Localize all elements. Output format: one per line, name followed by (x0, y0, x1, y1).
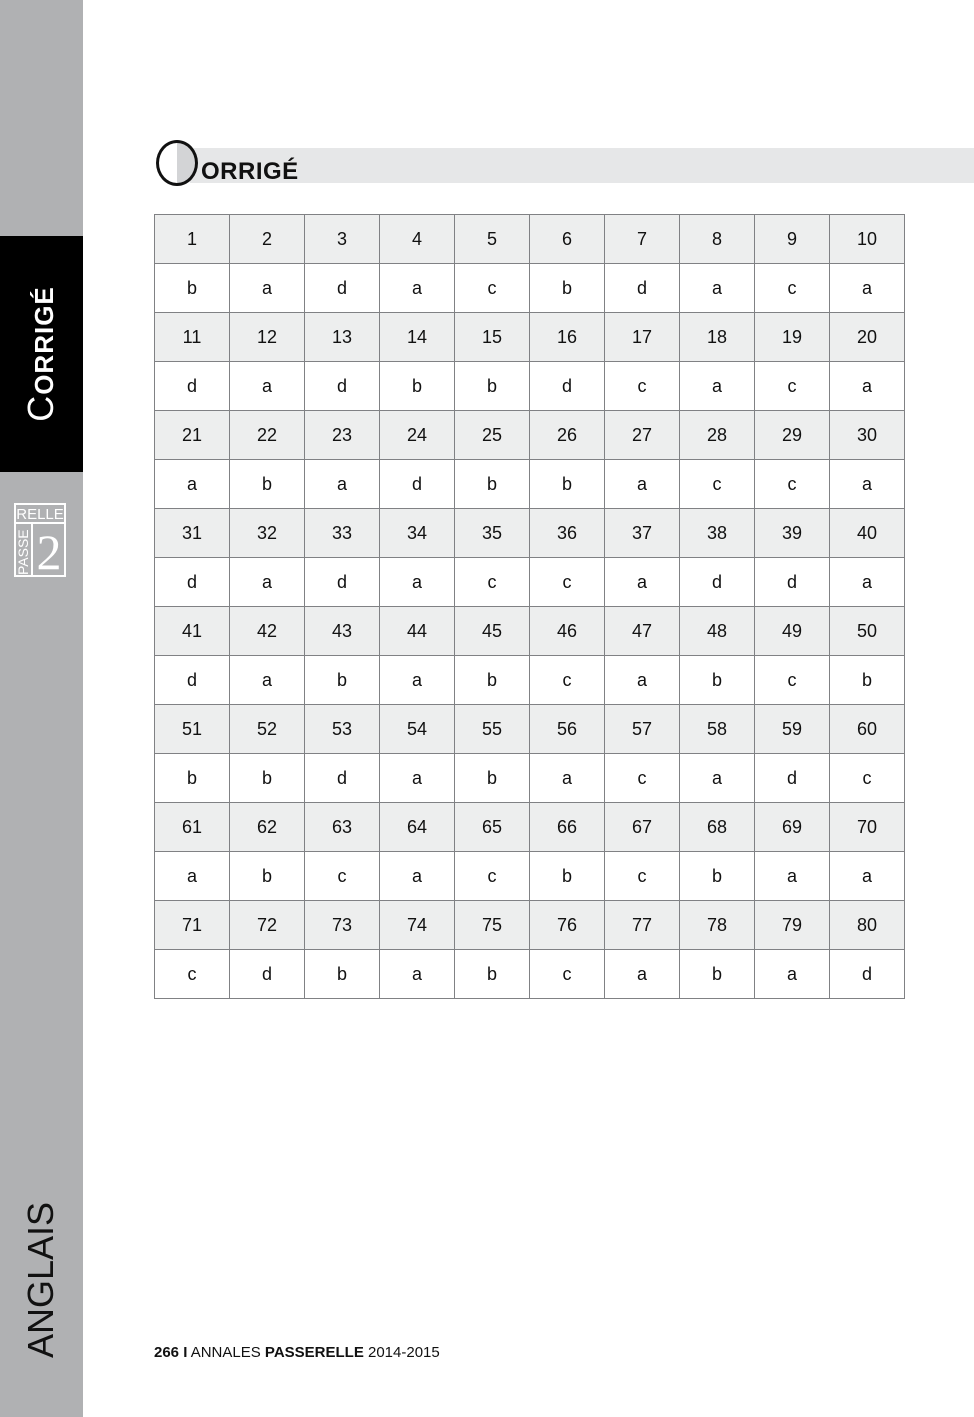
question-number-row (155, 803, 905, 852)
question-number-cell: 26 (530, 411, 605, 460)
answer-cell: a (230, 558, 305, 607)
question-number-cell: 49 (755, 607, 830, 656)
question-number-cell: 72 (230, 901, 305, 950)
answer-cell: a (680, 264, 755, 313)
question-number-cell: 42 (230, 607, 305, 656)
question-number-cell: 63 (305, 803, 380, 852)
answer-cell: c (455, 852, 530, 901)
question-number-cell: 15 (455, 313, 530, 362)
answer-cell: c (455, 264, 530, 313)
question-number-cell: 55 (455, 705, 530, 754)
question-number-cell: 5 (455, 215, 530, 264)
answer-cell: b (380, 362, 455, 411)
answer-cell: b (530, 264, 605, 313)
question-number-cell: 36 (530, 509, 605, 558)
answer-cell: a (380, 754, 455, 803)
answer-row (155, 950, 905, 999)
question-number-row (155, 705, 905, 754)
question-number-cell: 76 (530, 901, 605, 950)
question-number-cell: 38 (680, 509, 755, 558)
question-number-cell: 25 (455, 411, 530, 460)
answer-cell: a (755, 852, 830, 901)
answer-cell: a (830, 852, 905, 901)
page-number: 266 (154, 1344, 180, 1361)
question-number-cell: 47 (605, 607, 680, 656)
answer-cell: a (605, 950, 680, 999)
answer-row (155, 754, 905, 803)
answer-row (155, 460, 905, 509)
question-number-cell: 18 (680, 313, 755, 362)
answer-cell: b (305, 656, 380, 705)
question-number-cell: 37 (605, 509, 680, 558)
answer-cell: a (230, 264, 305, 313)
answer-cell: d (680, 558, 755, 607)
answer-cell: c (455, 558, 530, 607)
question-number-cell: 65 (455, 803, 530, 852)
question-number-cell: 24 (380, 411, 455, 460)
answer-cell: d (830, 950, 905, 999)
question-number-cell: 75 (455, 901, 530, 950)
answer-cell: b (680, 852, 755, 901)
question-number-cell: 19 (755, 313, 830, 362)
answer-cell: b (455, 754, 530, 803)
answer-cell: a (605, 460, 680, 509)
footer-years: 2014-2015 (368, 1344, 440, 1361)
page-footer (154, 1344, 440, 1361)
question-number-cell: 64 (380, 803, 455, 852)
logo-side-text: PASSE (15, 529, 31, 575)
title-capital (156, 140, 198, 186)
footer-separator: I (183, 1344, 188, 1361)
question-number-cell: 57 (605, 705, 680, 754)
question-number-row (155, 411, 905, 460)
answer-cell: a (380, 656, 455, 705)
answer-cell: a (830, 558, 905, 607)
sidebar (0, 0, 83, 1417)
question-number-cell: 16 (530, 313, 605, 362)
answer-cell: c (605, 362, 680, 411)
question-number-cell: 2 (230, 215, 305, 264)
answer-cell: b (155, 754, 230, 803)
answer-cell: b (230, 460, 305, 509)
answer-cell: d (305, 362, 380, 411)
question-number-cell: 54 (380, 705, 455, 754)
answer-cell: d (530, 362, 605, 411)
logo-number: 2 (36, 524, 62, 577)
section-tab-label-cap: C (20, 394, 61, 422)
answer-cell: a (230, 656, 305, 705)
question-number-row (155, 313, 905, 362)
answer-cell: d (305, 754, 380, 803)
question-number-cell: 68 (680, 803, 755, 852)
question-number-cell: 11 (155, 313, 230, 362)
question-number-cell: 59 (755, 705, 830, 754)
question-number-cell: 22 (230, 411, 305, 460)
question-number-cell: 56 (530, 705, 605, 754)
answer-cell: a (605, 656, 680, 705)
answer-cell: a (530, 754, 605, 803)
question-number-cell: 50 (830, 607, 905, 656)
question-number-cell: 70 (830, 803, 905, 852)
question-number-cell: 10 (830, 215, 905, 264)
question-number-cell: 33 (305, 509, 380, 558)
answer-cell: c (605, 852, 680, 901)
answer-cell: b (455, 656, 530, 705)
page-title: ORRIGÉ (201, 158, 299, 185)
question-number-cell: 1 (155, 215, 230, 264)
answer-cell: a (380, 264, 455, 313)
answer-cell: b (530, 460, 605, 509)
answer-cell: c (755, 264, 830, 313)
question-number-row (155, 901, 905, 950)
answer-cell: c (530, 558, 605, 607)
answer-row (155, 656, 905, 705)
question-number-cell: 29 (755, 411, 830, 460)
answer-cell: b (455, 950, 530, 999)
answer-cell: a (230, 362, 305, 411)
question-number-row (155, 215, 905, 264)
question-number-cell: 77 (605, 901, 680, 950)
question-number-cell: 32 (230, 509, 305, 558)
question-number-cell: 40 (830, 509, 905, 558)
answer-cell: b (455, 362, 530, 411)
answer-cell: a (155, 460, 230, 509)
logo-top-text: RELLE (16, 506, 64, 523)
question-number-cell: 9 (755, 215, 830, 264)
question-number-cell: 62 (230, 803, 305, 852)
answer-cell: d (305, 558, 380, 607)
question-number-cell: 69 (755, 803, 830, 852)
question-number-cell: 8 (680, 215, 755, 264)
answer-row (155, 852, 905, 901)
answer-key-table (154, 214, 905, 999)
question-number-cell: 30 (830, 411, 905, 460)
subject-label: ANGLAIS (20, 1201, 61, 1359)
question-number-cell: 39 (755, 509, 830, 558)
question-number-cell: 71 (155, 901, 230, 950)
question-number-cell: 51 (155, 705, 230, 754)
question-number-cell: 52 (230, 705, 305, 754)
question-number-cell: 80 (830, 901, 905, 950)
question-number-row (155, 607, 905, 656)
question-number-cell: 14 (380, 313, 455, 362)
section-tab-label (20, 286, 62, 422)
question-number-cell: 27 (605, 411, 680, 460)
answer-cell: c (530, 950, 605, 999)
answer-cell: b (455, 460, 530, 509)
answer-cell: d (755, 558, 830, 607)
answer-cell: d (155, 558, 230, 607)
question-number-cell: 23 (305, 411, 380, 460)
answer-cell: a (680, 362, 755, 411)
passerelle-2-logo (14, 503, 66, 577)
answer-cell: d (305, 264, 380, 313)
answer-row (155, 558, 905, 607)
question-number-cell: 6 (530, 215, 605, 264)
answer-cell: b (680, 950, 755, 999)
answer-cell: d (380, 460, 455, 509)
question-number-cell: 12 (230, 313, 305, 362)
answer-cell: a (380, 852, 455, 901)
question-number-cell: 79 (755, 901, 830, 950)
answer-cell: a (380, 950, 455, 999)
answer-cell: a (155, 852, 230, 901)
answer-cell: c (830, 754, 905, 803)
question-number-cell: 53 (305, 705, 380, 754)
answer-cell: a (830, 362, 905, 411)
question-number-cell: 28 (680, 411, 755, 460)
answer-cell: c (755, 362, 830, 411)
question-number-cell: 74 (380, 901, 455, 950)
answer-cell: c (530, 656, 605, 705)
answer-cell: c (605, 754, 680, 803)
answer-cell: c (155, 950, 230, 999)
answer-cell: c (755, 656, 830, 705)
answer-cell: d (605, 264, 680, 313)
question-number-cell: 31 (155, 509, 230, 558)
question-number-cell: 43 (305, 607, 380, 656)
answer-cell: a (830, 264, 905, 313)
answer-cell: b (305, 950, 380, 999)
title-band (190, 148, 974, 183)
footer-prefix: ANNALES (190, 1344, 261, 1361)
answer-cell: b (230, 852, 305, 901)
question-number-cell: 41 (155, 607, 230, 656)
question-number-cell: 4 (380, 215, 455, 264)
question-number-cell: 20 (830, 313, 905, 362)
section-tab-label-rest: ORRIGÉ (29, 286, 59, 395)
question-number-cell: 45 (455, 607, 530, 656)
answer-cell: d (230, 950, 305, 999)
question-number-cell: 46 (530, 607, 605, 656)
answer-cell: d (755, 754, 830, 803)
answer-cell: b (530, 852, 605, 901)
answer-cell: d (155, 362, 230, 411)
question-number-cell: 66 (530, 803, 605, 852)
question-number-cell: 67 (605, 803, 680, 852)
answer-cell: d (155, 656, 230, 705)
answer-cell: c (305, 852, 380, 901)
question-number-cell: 44 (380, 607, 455, 656)
question-number-cell: 48 (680, 607, 755, 656)
answer-cell: c (755, 460, 830, 509)
answer-cell: a (755, 950, 830, 999)
answer-row (155, 362, 905, 411)
answer-cell: c (680, 460, 755, 509)
question-number-cell: 21 (155, 411, 230, 460)
footer-brand: PASSERELLE (264, 1344, 364, 1361)
question-number-cell: 78 (680, 901, 755, 950)
question-number-cell: 17 (605, 313, 680, 362)
answer-cell: b (680, 656, 755, 705)
answer-cell: a (830, 460, 905, 509)
answer-cell: a (305, 460, 380, 509)
answer-row (155, 264, 905, 313)
answer-cell: b (830, 656, 905, 705)
question-number-cell: 58 (680, 705, 755, 754)
answer-cell: a (605, 558, 680, 607)
answer-cell: a (380, 558, 455, 607)
question-number-cell: 61 (155, 803, 230, 852)
answer-cell: a (680, 754, 755, 803)
question-number-cell: 13 (305, 313, 380, 362)
question-number-cell: 35 (455, 509, 530, 558)
question-number-cell: 73 (305, 901, 380, 950)
question-number-row (155, 509, 905, 558)
question-number-cell: 60 (830, 705, 905, 754)
answer-cell: b (230, 754, 305, 803)
question-number-cell: 34 (380, 509, 455, 558)
answer-cell: b (155, 264, 230, 313)
question-number-cell: 7 (605, 215, 680, 264)
question-number-cell: 3 (305, 215, 380, 264)
